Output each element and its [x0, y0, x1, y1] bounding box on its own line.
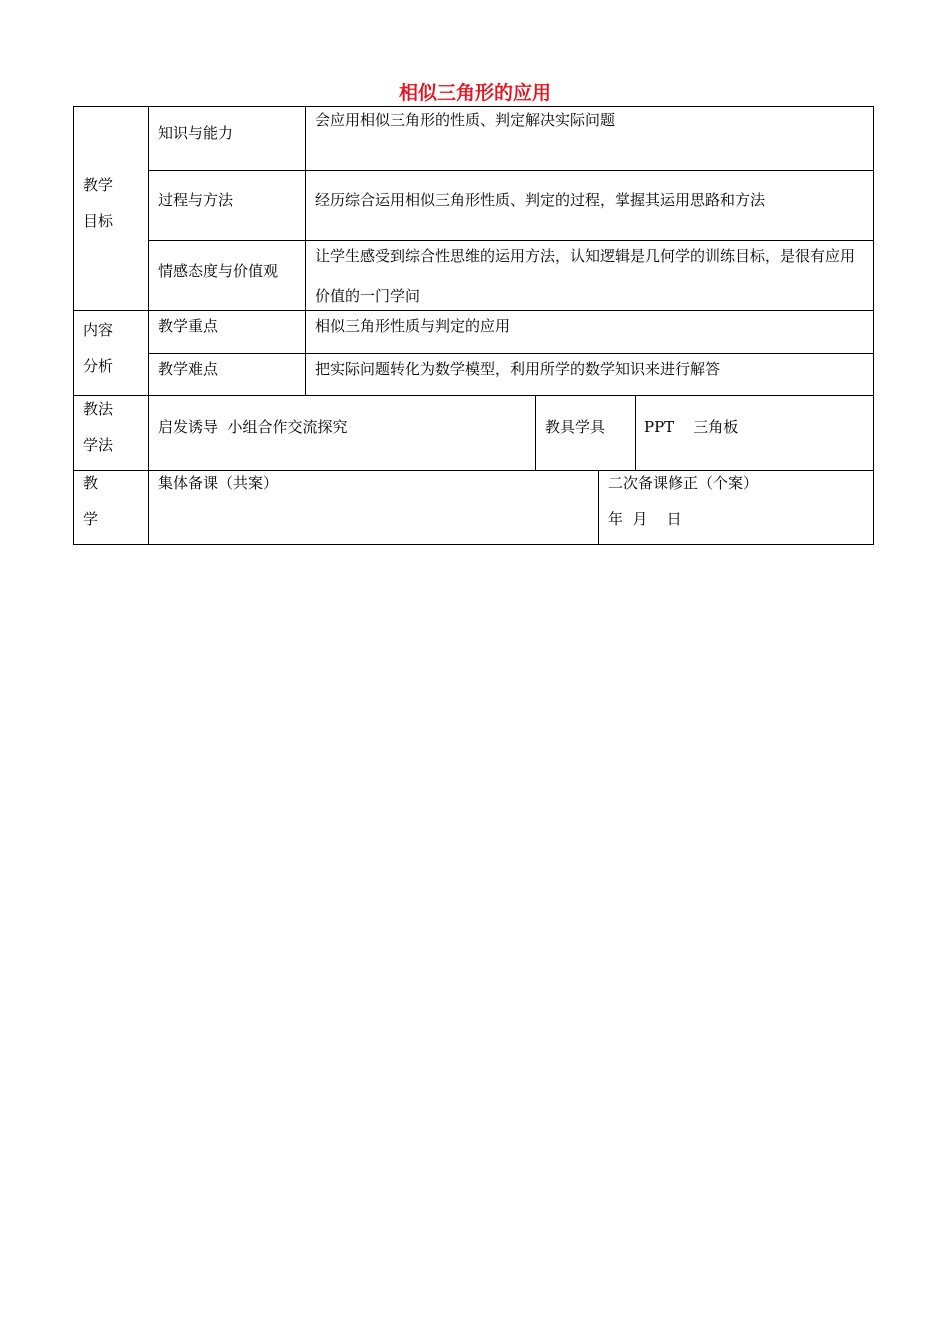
goal-content-attitude: 让学生感受到综合性思维的运用方法，认知逻辑是几何学的训练目标，是很有应用价值的一门学问 [315, 247, 856, 305]
analysis-content-key-point: 相似三角形性质与判定的应用 [315, 317, 511, 335]
revision-date: 年 月 日 [608, 510, 682, 528]
column-divider [148, 107, 149, 544]
row-divider [74, 470, 873, 471]
goal-aspect-knowledge: 知识与能力 [158, 124, 234, 142]
goal-aspect-process: 过程与方法 [158, 191, 234, 209]
shared-plan-heading: 集体备课（共案） [158, 474, 279, 492]
analysis-content-difficulty: 把实际问题转化为数学模型，利用所学的数学知识来进行解答 [315, 360, 721, 378]
teaching-goals-label-line1: 教学 [83, 176, 114, 194]
methods-label-line2: 学法 [83, 436, 114, 454]
teaching-goals-label-line2: 目标 [83, 212, 114, 230]
column-divider [535, 395, 536, 470]
lesson-plan-table [73, 106, 874, 545]
revision-heading: 二次备课修正（个案） [608, 474, 759, 492]
column-divider [635, 395, 636, 470]
column-divider [305, 107, 306, 395]
content-analysis-label-line2: 分析 [83, 357, 114, 375]
tools-content: PPT 三角板 [644, 418, 739, 436]
goal-content-process: 经历综合运用相似三角形性质、判定的过程，掌握其运用思路和方法 [315, 191, 766, 209]
goal-content-knowledge: 会应用相似三角形的性质、判定解决实际问题 [315, 111, 616, 129]
row-divider [74, 395, 873, 396]
column-divider [598, 470, 599, 544]
teaching-label-line2: 学 [83, 510, 99, 528]
tools-label: 教具学具 [545, 418, 606, 436]
teaching-goals-label [83, 167, 113, 239]
content-analysis-label-line1: 内容 [83, 321, 114, 339]
row-divider [148, 170, 873, 171]
document-title: 相似三角形的应用 [398, 82, 551, 104]
methods-content: 启发诱导 小组合作交流探究 [158, 418, 348, 436]
goal-aspect-attitude: 情感态度与价值观 [158, 262, 279, 280]
teaching-label-line1: 教 [83, 474, 99, 492]
analysis-aspect-key-point: 教学重点 [158, 317, 219, 335]
teaching-label [83, 465, 98, 537]
methods-label-line1: 教法 [83, 400, 114, 418]
methods-label [83, 391, 113, 463]
analysis-aspect-difficulty: 教学难点 [158, 360, 219, 378]
content-analysis-label [83, 312, 113, 384]
row-divider [148, 353, 873, 354]
